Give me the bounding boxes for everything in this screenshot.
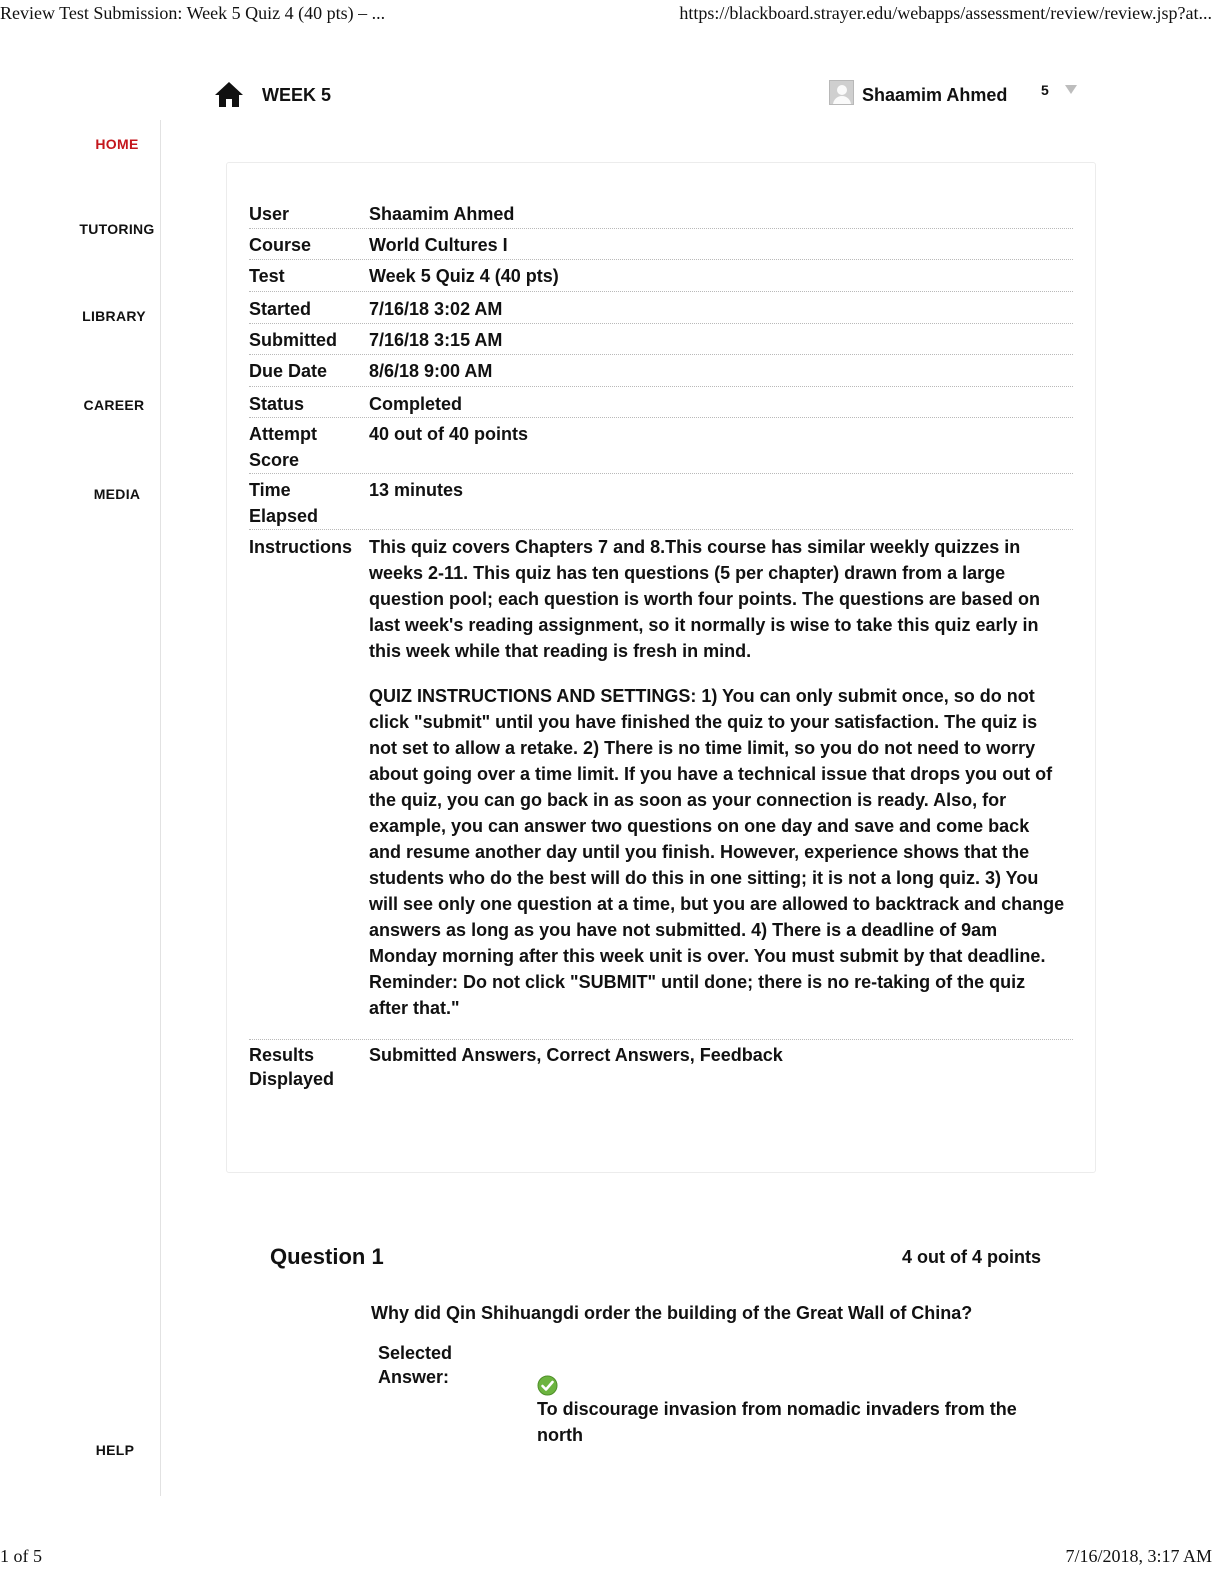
detail-value: 7/16/18 3:15 AM bbox=[369, 330, 503, 350]
submission-details-table bbox=[249, 198, 1073, 1091]
detail-row-course bbox=[249, 229, 1073, 260]
correct-check-icon bbox=[537, 1375, 558, 1396]
detail-row-test bbox=[249, 260, 1073, 292]
detail-label: Due Date bbox=[249, 361, 328, 381]
instructions-text bbox=[369, 534, 1073, 1039]
print-url: https://blackboard.strayer.edu/webapps/assessment/review/review.jsp?at... bbox=[679, 3, 1212, 23]
instructions-paragraph: This quiz covers Chapters 7 and 8.This course has similar weekly quizzes in weeks 2-11. This quiz has ten questions (5 per chapter) drawn from a large question pool; each question is worth four points. The questions are based on last week's reading assignment, so it normally is wise to take this quiz early in this week while that reading is fresh in mind. bbox=[369, 537, 1041, 661]
detail-row-due-date bbox=[249, 355, 1073, 387]
detail-value: Completed bbox=[369, 394, 463, 414]
notification-count[interactable]: 5 bbox=[1041, 82, 1049, 98]
print-page-indicator: 1 of 5 bbox=[0, 1546, 42, 1566]
instructions-paragraph: QUIZ INSTRUCTIONS AND SETTINGS: 1) You can only submit once, so do not click "submit" until you have finished the quiz to your satisfaction. The quiz is not set to allow a retake. 2) There is no time limit, so you do not need to worry about going over a time limit. If you have a technical issue that drops you out of the quiz, you can go back in as soon as your connection is ready. Also, for example, you can answer two questions on one day and save and come back and resume another day until you finish. However, experience shows that the students who do the best will do this in one sitting; it is not a long quiz. 3) You will see only one question at a time, but you are allowed to backtrack and change answers as long as you have not submitted. 4) There is a deadline of 9am Monday morning after this week unit is over. You must submit by that deadline. Reminder: Do not click "SUBMIT" until done; there is no re-taking of the quiz after that." bbox=[369, 686, 1065, 1018]
detail-label: Test bbox=[249, 266, 285, 286]
sidebar-item-career[interactable]: CAREER bbox=[83, 397, 145, 413]
detail-value: 7/16/18 3:02 AM bbox=[369, 299, 503, 319]
sidebar-item-help[interactable]: HELP bbox=[95, 1442, 135, 1458]
detail-row-attempt-score bbox=[249, 418, 1073, 474]
sidebar-item-library[interactable]: LIBRARY bbox=[82, 308, 146, 324]
detail-label: Status bbox=[249, 394, 305, 414]
detail-value: 40 out of 40 points bbox=[369, 424, 529, 444]
detail-row-results-displayed bbox=[249, 1040, 1073, 1091]
detail-value: 13 minutes bbox=[369, 480, 464, 500]
detail-label: Time Elapsed bbox=[249, 480, 319, 526]
detail-label: Started bbox=[249, 299, 312, 319]
print-timestamp: 7/16/2018, 3:17 AM bbox=[1065, 1546, 1212, 1566]
detail-label: User bbox=[249, 204, 290, 224]
detail-row-status bbox=[249, 387, 1073, 418]
question-title: Question 1 bbox=[270, 1244, 384, 1269]
detail-label: Course bbox=[249, 235, 312, 255]
detail-row-time-elapsed bbox=[249, 474, 1073, 530]
detail-value: World Cultures I bbox=[369, 235, 508, 255]
detail-row-user bbox=[249, 198, 1073, 229]
question-text: Why did Qin Shihuangdi order the building of the Great Wall of China? bbox=[371, 1303, 973, 1323]
sidebar-item-media[interactable]: MEDIA bbox=[93, 486, 141, 502]
detail-value: Shaamim Ahmed bbox=[369, 204, 515, 224]
selected-answer-text: To discourage invasion from nomadic invaders from the north bbox=[537, 1399, 1017, 1445]
detail-row-submitted bbox=[249, 324, 1073, 355]
sidebar-item-home[interactable]: HOME bbox=[95, 136, 139, 152]
course-week-title[interactable]: WEEK 5 bbox=[262, 85, 332, 105]
print-page-title: Review Test Submission: Week 5 Quiz 4 (40 pts) – ... bbox=[0, 3, 386, 23]
user-avatar-icon[interactable] bbox=[829, 80, 854, 105]
selected-answer-label: Selected Answer: bbox=[378, 1343, 453, 1387]
detail-value: Submitted Answers, Correct Answers, Feedback bbox=[369, 1045, 783, 1065]
chevron-down-icon[interactable] bbox=[1065, 85, 1077, 94]
sidebar-item-tutoring[interactable]: TUTORING bbox=[79, 221, 155, 237]
detail-label: Attempt Score bbox=[249, 424, 317, 470]
question-points: 4 out of 4 points bbox=[902, 1247, 1041, 1267]
detail-label: Results Displayed bbox=[249, 1045, 335, 1089]
detail-value: Week 5 Quiz 4 (40 pts) bbox=[369, 266, 559, 286]
detail-label: Submitted bbox=[249, 330, 337, 350]
detail-row-instructions bbox=[249, 530, 1073, 1040]
user-name[interactable]: Shaamim Ahmed bbox=[862, 85, 1008, 105]
detail-row-started bbox=[249, 292, 1073, 324]
detail-value: 8/6/18 9:00 AM bbox=[369, 361, 493, 381]
detail-label: Instructions bbox=[249, 537, 353, 557]
home-icon[interactable] bbox=[214, 80, 244, 108]
sidebar-divider bbox=[160, 120, 161, 1496]
